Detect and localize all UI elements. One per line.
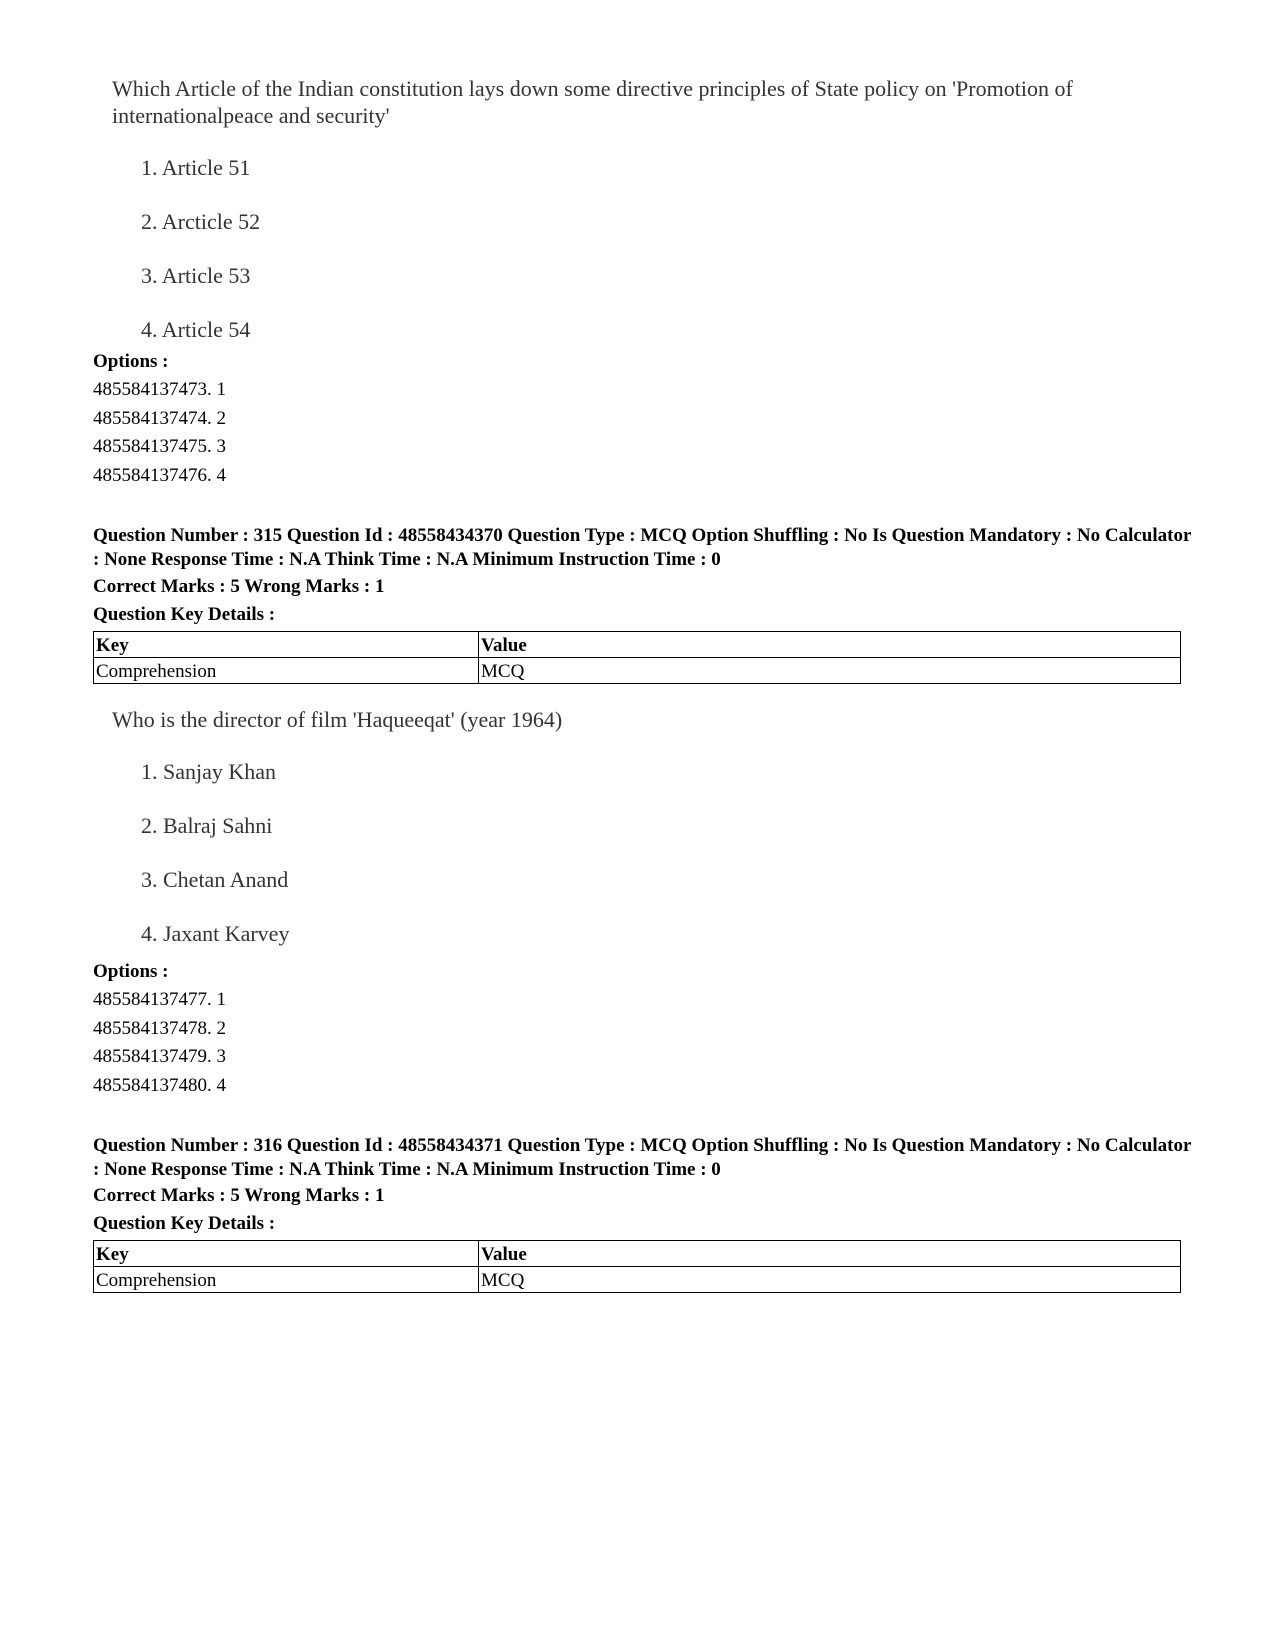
choice-item: 2. Balraj Sahni bbox=[141, 813, 273, 838]
question-meta: Question Number : 316 Question Id : 48558434371 Question Type : MCQ Option Shuffling : No Is Question Mandatory : No Calculator : None Response Time : N.A Think Time : N.A Minimum Instruction Time : 0 bbox=[93, 1135, 1192, 1180]
options-block bbox=[93, 350, 226, 493]
option-id: 485584137479. 3 bbox=[93, 1046, 226, 1068]
options-block bbox=[93, 960, 226, 1103]
option-id: 485584137476. 4 bbox=[93, 465, 226, 487]
options-label: Options : bbox=[93, 961, 169, 982]
option-id: 485584137474. 2 bbox=[93, 407, 226, 429]
question-meta: Question Number : 315 Question Id : 48558434370 Question Type : MCQ Option Shuffling : No Is Question Mandatory : No Calculator : None Response Time : N.A Think Time : N.A Minimum Instruction Time : 0 bbox=[93, 525, 1192, 570]
table-header-row bbox=[94, 632, 1181, 658]
option-id: 485584137480. 4 bbox=[93, 1075, 226, 1097]
key-details-label: Question Key Details : bbox=[93, 1213, 276, 1234]
table-cell-value: MCQ bbox=[479, 1267, 1181, 1293]
marks-line: Correct Marks : 5 Wrong Marks : 1 bbox=[93, 1185, 385, 1206]
table-header-key: Key bbox=[94, 1241, 479, 1267]
options-label: Options : bbox=[93, 351, 169, 372]
table-header-value: Value bbox=[479, 1241, 1181, 1267]
question-text: Which Article of the Indian constitution lays down some directive principles of State policy on 'Promotion of internationalpeace and security' bbox=[112, 76, 1073, 128]
question-choices bbox=[141, 759, 289, 975]
key-details-table bbox=[93, 631, 1181, 684]
option-id: 485584137478. 2 bbox=[93, 1017, 226, 1039]
choice-item: 1. Article 51 bbox=[141, 155, 251, 180]
table-header-row bbox=[94, 1241, 1181, 1267]
choice-item: 3. Article 53 bbox=[141, 263, 251, 288]
key-details-label: Question Key Details : bbox=[93, 604, 276, 625]
table-row bbox=[94, 1267, 1181, 1293]
table-header-key: Key bbox=[94, 632, 479, 658]
question-choices bbox=[141, 155, 260, 371]
table-row bbox=[94, 658, 1181, 684]
key-details-table bbox=[93, 1240, 1181, 1293]
option-id: 485584137477. 1 bbox=[93, 989, 226, 1010]
table-cell-value: MCQ bbox=[479, 658, 1181, 684]
table-cell-key: Comprehension bbox=[94, 658, 479, 684]
marks-line: Correct Marks : 5 Wrong Marks : 1 bbox=[93, 576, 385, 597]
choice-item: 3. Chetan Anand bbox=[141, 867, 289, 892]
choice-item: 2. Arcticle 52 bbox=[141, 209, 261, 234]
choice-item: 4. Jaxant Karvey bbox=[141, 921, 290, 946]
choice-item: 4. Article 54 bbox=[141, 317, 251, 342]
table-header-value: Value bbox=[479, 632, 1181, 658]
choice-item: 1. Sanjay Khan bbox=[141, 759, 277, 784]
question-text: Who is the director of film 'Haqueeqat' (year 1964) bbox=[112, 707, 563, 732]
table-cell-key: Comprehension bbox=[94, 1267, 479, 1293]
option-id: 485584137475. 3 bbox=[93, 436, 226, 458]
option-id: 485584137473. 1 bbox=[93, 379, 226, 400]
